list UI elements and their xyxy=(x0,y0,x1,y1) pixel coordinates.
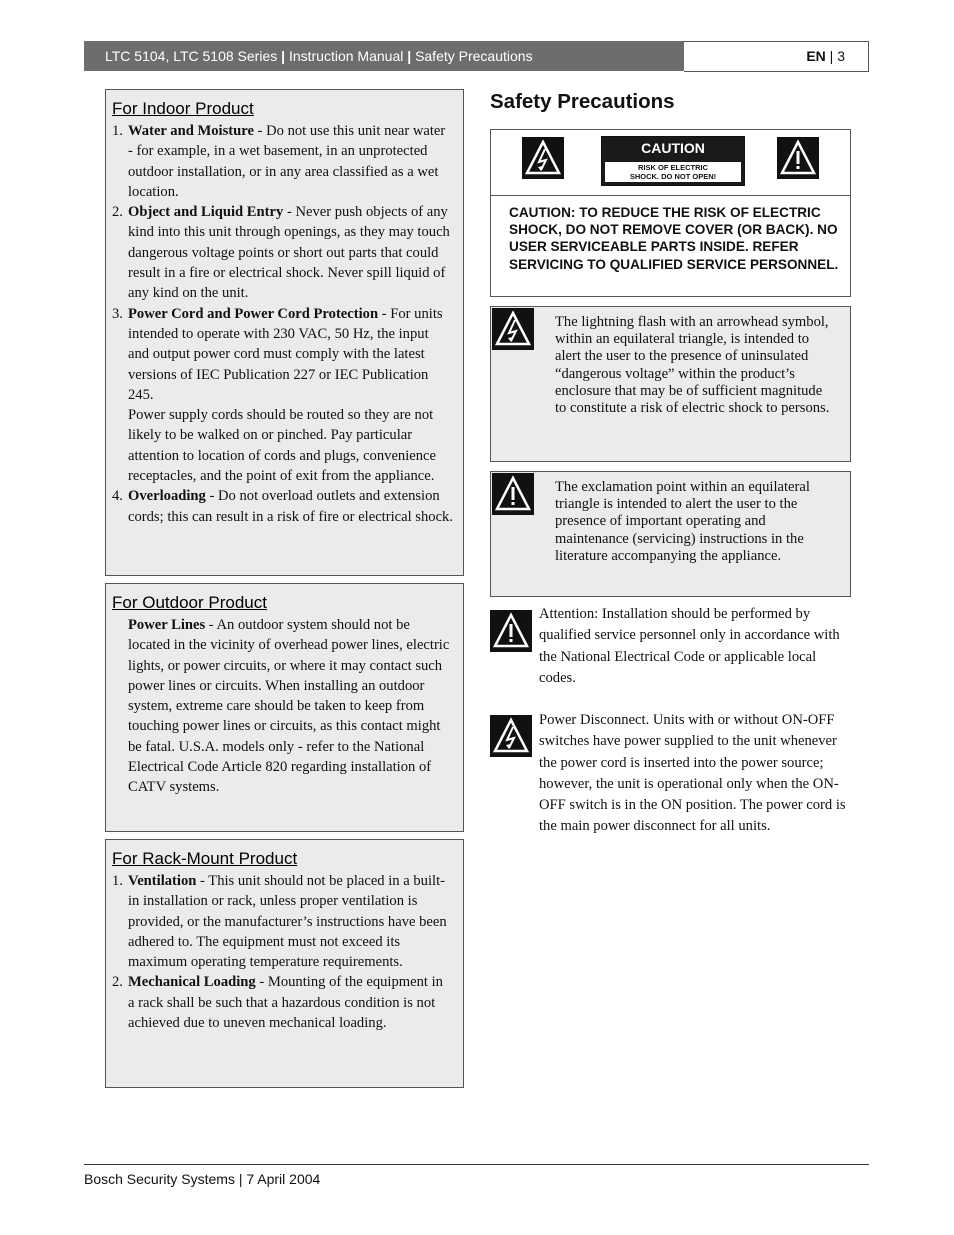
item-number: 2. xyxy=(112,974,123,991)
attention-item xyxy=(490,604,852,694)
caution-sub-line: RISK OF ELECTRIC xyxy=(637,163,708,172)
list-item xyxy=(112,304,453,487)
caution-label xyxy=(601,136,745,186)
attention-text: Attention: Installation should be performed by qualified service personnel only in accordance with the National Electrical Code or applicable local codes. xyxy=(539,606,840,686)
item-extra-paragraph: Power supply cords should be routed so they are not likely to be walked on or pinched. Pay particular attention to location of cords and plugs, convenience receptacles, and the point of exit from the appliance. xyxy=(128,407,437,485)
rack-list xyxy=(112,871,453,1033)
caution-sub-line: SHOCK. DO NOT OPEN! xyxy=(629,172,717,181)
item-number: 3. xyxy=(112,305,123,322)
exclamation-symbol-box xyxy=(490,471,851,597)
item-text: - Mounting of the equipment in a rack shall be such that a hazardous condition is not achieved due to uneven mechanical loading. xyxy=(128,974,443,1032)
page-title: Safety Precautions xyxy=(490,90,675,113)
rack-mount-product-box xyxy=(105,839,464,1088)
caution-graphic-row xyxy=(491,130,850,196)
outdoor-title: For Outdoor Product xyxy=(112,593,267,612)
page-separator: | xyxy=(829,48,834,64)
outdoor-paragraph xyxy=(112,615,453,798)
item-term: Power Cord and Power Cord Protection xyxy=(128,305,379,322)
caution-box xyxy=(490,129,851,297)
item-term: Object and Liquid Entry xyxy=(128,204,284,221)
item-text: - An outdoor system should not be located in the vicinity of overhead power lines, electric lights, or power circuits, or where it may contact such power lines or circuits. When installing an outdoor system, extreme care should be taken to keep from touching power lines or circuits, as this contact might be fatal. U.S.A. models only - refer to the National Electrical Code Article 820 regarding installation of CATV systems. xyxy=(128,617,450,796)
item-term: Mechanical Loading xyxy=(128,974,256,991)
manual-label: Instruction Manual xyxy=(288,48,404,64)
lightning-warning-icon xyxy=(492,308,534,350)
exclamation-warning-icon xyxy=(490,610,532,652)
header-separator: | xyxy=(281,48,286,64)
language-code: EN xyxy=(806,48,826,64)
page-indicator xyxy=(684,41,869,72)
power-disconnect-text: Power Disconnect. Units with or without ON-OFF switches have power supplied to the unit whenever the power cord is inserted into the power source; however, the unit is operational only when the ON-OFF switch is in the ON position. The power cord is the main power disconnect for all units. xyxy=(539,712,846,835)
header-separator: | xyxy=(407,48,412,64)
item-term: Water and Moisture xyxy=(128,123,254,139)
item-text: - Do not use this unit near water - for example, in a wet basement, in an unprotected outdoor installation, or in any area classified as a wet location. xyxy=(128,123,446,200)
lightning-warning-icon xyxy=(490,715,532,757)
exclamation-warning-icon xyxy=(492,473,534,515)
header-bar xyxy=(84,41,684,71)
item-term: Overloading xyxy=(128,488,206,505)
caution-text: CAUTION: TO REDUCE THE RISK OF ELECTRIC SHOCK, DO NOT REMOVE COVER (OR BACK). NO USER SERVICEABLE PARTS INSIDE. REFER SERVICING TO QUALIFIED SERVICE PERSONNEL. xyxy=(509,205,839,272)
page-number: 3 xyxy=(837,48,845,64)
list-item xyxy=(112,972,453,1033)
rack-title: For Rack-Mount Product xyxy=(112,849,298,868)
item-text: - Never push objects of any kind into this unit through openings, as they may touch dangerous voltage points or short out parts that could result in a fire or electrical shock. Never spill liquid of any kind on the unit. xyxy=(128,204,450,302)
indoor-title: For Indoor Product xyxy=(112,99,254,118)
indoor-list xyxy=(112,121,453,527)
exclamation-warning-icon xyxy=(777,137,819,179)
item-number: 1. xyxy=(112,873,123,889)
item-number: 2. xyxy=(112,204,123,221)
outdoor-product-box xyxy=(105,583,464,832)
item-text: - For units intended to operate with 230 VAC, 50 Hz, the input and output power cord must comply with the latest versions of IEC Publication 227 or IEC Publication 245. xyxy=(128,305,443,403)
footer: Bosch Security Systems | 7 April 2004 xyxy=(84,1171,321,1187)
indoor-product-box xyxy=(105,89,464,576)
section-label: Safety Precautions xyxy=(415,48,533,64)
list-item xyxy=(112,202,453,303)
item-text: - Do not overload outlets and extension cords; this can result in a risk of fire or electrical shock. xyxy=(128,488,454,525)
lightning-warning-icon xyxy=(522,137,564,179)
list-item xyxy=(112,121,453,202)
exclamation-description: The exclamation point within an equilateral triangle is intended to alert the user to the presence of important operating and maintenance (servicing) instructions in the literature accompanying the appliance. xyxy=(555,479,810,564)
item-text: - This unit should not be placed in a built-in installation or rack, unless proper ventilation is provided, or the manufacturer’s instructions have been adhered to. The equipment must not exceed its maximum operating temperature requirements. xyxy=(128,873,447,971)
item-number: 1. xyxy=(112,123,123,139)
footer-divider xyxy=(84,1164,869,1165)
lightning-description: The lightning flash with an arrowhead symbol, within an equilateral triangle, is intended to alert the user to the presence of uninsulated “dangerous voltage” within the product’s enclosure that may be of sufficient magnitude to constitute a risk of electric shock to persons. xyxy=(555,314,830,417)
lightning-symbol-box xyxy=(490,306,851,462)
list-item xyxy=(112,871,453,972)
item-number: 4. xyxy=(112,488,123,505)
item-term: Ventilation xyxy=(128,873,197,889)
doc-title: LTC 5104, LTC 5108 Series xyxy=(105,48,278,64)
list-item xyxy=(112,486,453,527)
caution-label-title: CAUTION xyxy=(641,140,705,156)
power-disconnect-item xyxy=(490,710,852,860)
caution-label-subtitle xyxy=(605,162,741,182)
item-term: Power Lines xyxy=(128,617,206,633)
